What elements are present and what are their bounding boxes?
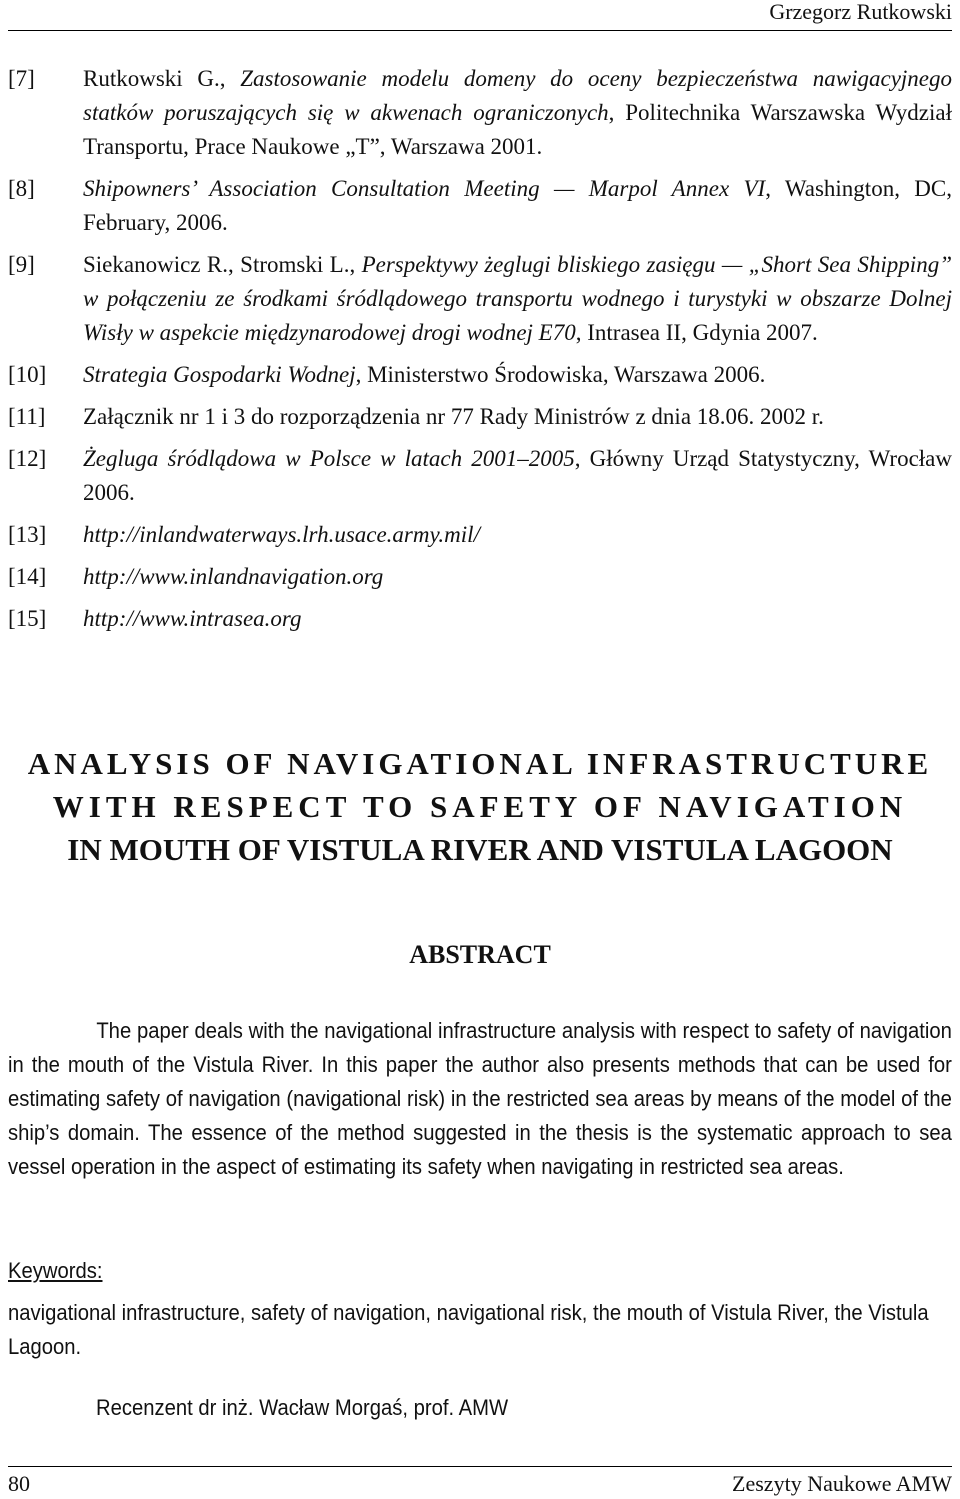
reviewer-note: Recenzent dr inż. Wacław Morgaś, prof. AMW xyxy=(96,1395,509,1420)
reference-number: [13] xyxy=(8,522,47,547)
keywords-label: Keywords: xyxy=(8,1258,103,1283)
reference-text: Rutkowski G., Zastosowanie modelu domeny do oceny bezpieczeństwa nawigacyjnego statków poruszających się w akwenach ograniczonych, Politechnika Warszawska Wydział Transportu, Prace Naukowe „T”, Warszawa 2001. xyxy=(83,66,953,159)
reference-text: Siekanowicz R., Stromski L., Perspektywy żeglugi bliskiego zasięgu — „Short Sea Shipping” w połączeniu ze środkami śródlądowego transportu wodnego i turystyki w obszarze Dolnej Wisły w aspekcie międzynarodowej drogi wodnej E70, Intrasea II, Gdynia 2007. xyxy=(83,252,952,345)
reference-number: [9] xyxy=(8,252,35,277)
reference-item xyxy=(8,358,952,392)
reference-number: [8] xyxy=(8,176,35,201)
reference-item xyxy=(8,400,952,434)
reference-item xyxy=(8,62,952,164)
reference-list xyxy=(8,62,952,644)
running-header xyxy=(8,0,952,31)
reference-number: [12] xyxy=(8,446,47,471)
reference-text: http://inlandwaterways.lrh.usace.army.mil/ xyxy=(83,522,480,547)
reference-item xyxy=(8,560,952,594)
header-author: Grzegorz Rutkowski xyxy=(769,0,952,24)
page-number: 80 xyxy=(8,1471,30,1496)
abstract-body xyxy=(8,1014,952,1184)
reference-text: Shipowners’ Association Consultation Meeting — Marpol Annex VI, Washington, DC, February, 2006. xyxy=(83,176,952,235)
reference-item xyxy=(8,172,952,240)
reference-item xyxy=(8,602,952,636)
english-title xyxy=(8,742,952,871)
reference-number: [7] xyxy=(8,66,35,91)
title-line: WITH RESPECT TO SAFETY OF NAVIGATION xyxy=(52,789,908,824)
reference-number: [14] xyxy=(8,564,47,589)
reference-text: Strategia Gospodarki Wodnej, Ministerstwo Środowiska, Warszawa 2006. xyxy=(83,362,766,387)
reference-text: http://www.inlandnavigation.org xyxy=(83,564,384,589)
title-line: ANALYSIS OF NAVIGATIONAL INFRASTRUCTURE xyxy=(27,746,933,781)
reference-text: http://www.intrasea.org xyxy=(83,606,302,631)
reference-text: Żegluga śródlądowa w Polsce w latach 2001–2005, Główny Urząd Statystyczny, Wrocław 2006. xyxy=(83,446,953,505)
reference-text: Załącznik nr 1 i 3 do rozporządzenia nr 77 Rady Ministrów z dnia 18.06. 2002 r. xyxy=(83,404,824,429)
reference-item xyxy=(8,442,952,510)
reference-number: [10] xyxy=(8,362,47,387)
title-line: IN MOUTH OF VISTULA RIVER AND VISTULA LAGOON xyxy=(67,832,893,867)
journal-name: Zeszyty Naukowe AMW xyxy=(732,1471,952,1496)
page-footer xyxy=(8,1466,952,1499)
reference-number: [15] xyxy=(8,606,47,631)
reference-item xyxy=(8,248,952,350)
abstract-text: The paper deals with the navigational infrastructure analysis with respect to safety of navigation in the mouth of the Vistula River. In this paper the author also presents methods that can be used for estimating safety of navigation (navigational risk) in the restricted sea areas by means of the model of the ship’s domain. The essence of the method suggested in the thesis is the systematic approach to sea vessel operation in the aspect of estimating its safety when navigating in restricted sea areas. xyxy=(8,1018,952,1179)
reference-number: [11] xyxy=(8,404,46,429)
abstract-heading: ABSTRACT xyxy=(409,940,551,969)
reference-item xyxy=(8,518,952,552)
keywords-text: navigational infrastructure, safety of navigation, navigational risk, the mouth of Vistula River, the Vistula Lagoon. xyxy=(8,1300,929,1359)
